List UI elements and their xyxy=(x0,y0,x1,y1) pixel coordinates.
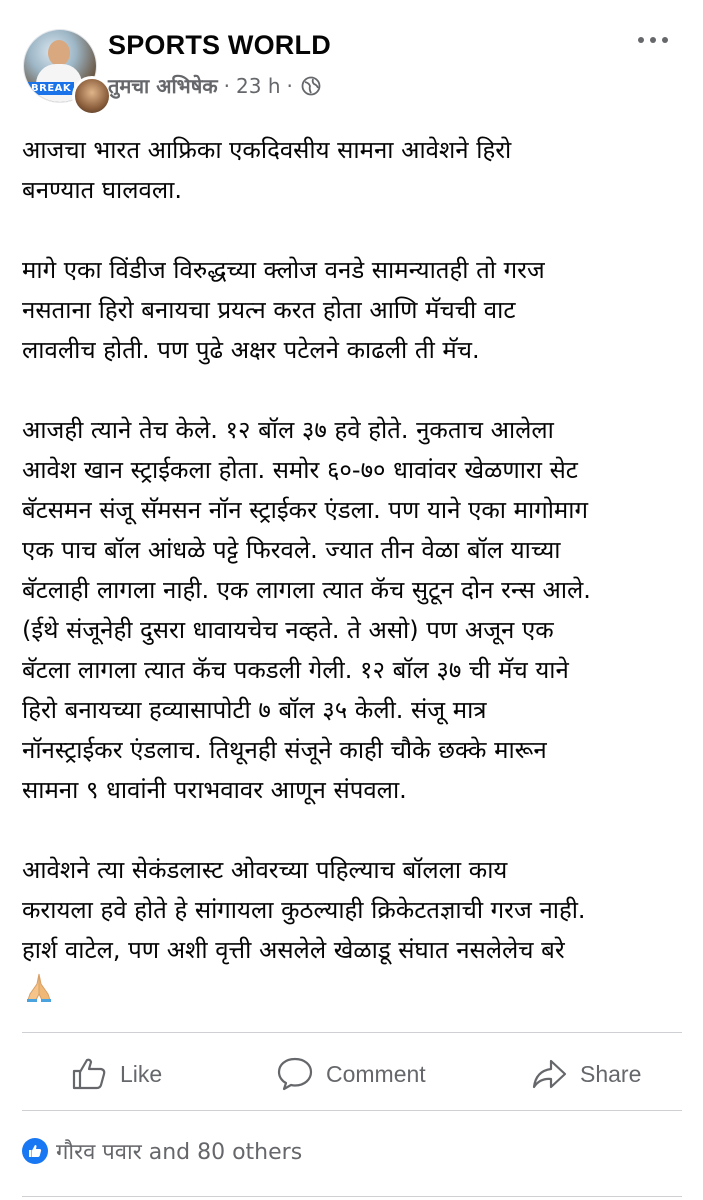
thumbs-up-icon xyxy=(70,1055,108,1093)
globe-icon xyxy=(301,76,321,96)
post-paragraph-2: मागे एका विंडीज विरुद्धच्या क्लोज वनडे सामन्यातही तो गरज नसताना हिरो बनायचा प्रयत्न करत होता आणि मॅचची वाट लावलीच होती. पण पुढे अक्षर पटेलने काढली ती मॅच. xyxy=(22,256,545,364)
post-time[interactable]: 23 h xyxy=(236,73,281,98)
like-label: Like xyxy=(120,1060,163,1087)
bottom-divider xyxy=(22,1196,682,1197)
folded-hands-icon xyxy=(22,970,56,1004)
share-label: Share xyxy=(580,1060,642,1087)
post-paragraph-3: आजही त्याने तेच केले. १२ बॉल ३७ हवे होते. नुकताच आलेला आवेश खान स्ट्राईकला होता. समोर ६०-७० धावांवर खेळणारा सेट बॅटसमन संजू सॅमसन नॉन स्ट्राईकर एंडला. पण याने एका मागोमाग एक पाच बॉल आंधळे पट्टे फिरवले. ज्यात तीन वेळा बॉल याच्या बॅटलाही लागला नाही. एक लागला त्यात कॅच सुटून दोन रन्स आले. (ईथे संजूनेही दुसरा धावायचेच नव्हते. ते असो) पण अजून एक बॅटला लागला त्यात कॅच पकडली गेली. १२ बॉल ३७ ची मॅच याने हिरो बनायच्या हव्यासापोटी ७ बॉल ३५ केली. संजू मात्र नॉनस्ट्राईकर एंडलाच. तिथूनही संजूने काही चौके छक्के मारून सामना ९ धावांनी पराभवावर आणून संपवला. xyxy=(22,416,591,804)
post-body xyxy=(22,130,687,1004)
author-name[interactable]: तुमचा अभिषेक xyxy=(108,74,218,98)
comment-icon xyxy=(276,1055,314,1093)
like-reaction-icon xyxy=(22,1138,48,1164)
post-actions-bar xyxy=(0,1040,703,1110)
page-name[interactable]: SPORTS WORLD xyxy=(108,30,331,60)
post-meta xyxy=(108,72,321,99)
post-paragraph-4: आवेशने त्या सेकंडलास्ट ओवरच्या पहिल्याच बॉलला काय करायला हवे होते हे सांगायला कुठल्याही क्रिकेटतज्ञाची गरज नाही. हार्श वाटेल, पण अशी वृत्ती असलेले खेळाडू संघात नसलेलेच बरे xyxy=(22,856,586,964)
post-paragraph-1: आजचा भारत आफ्रिका एकदिवसीय सामना आवेशने हिरो बनण्यात घालवला. xyxy=(22,136,512,204)
reactions-text: गौरव पवार and 80 others xyxy=(56,1140,303,1165)
actions-bottom-divider xyxy=(22,1110,682,1111)
reactions-summary[interactable] xyxy=(22,1136,302,1166)
avatar-tag: BREAK xyxy=(28,82,74,95)
comment-label: Comment xyxy=(326,1060,426,1087)
actions-top-divider xyxy=(22,1032,682,1033)
more-options-icon[interactable] xyxy=(635,30,671,50)
meta-separator: · xyxy=(223,73,231,98)
author-avatar[interactable] xyxy=(72,76,112,116)
share-icon xyxy=(530,1055,568,1093)
share-button[interactable] xyxy=(530,1054,641,1094)
post-header xyxy=(0,0,703,120)
meta-separator-2: · xyxy=(286,73,293,98)
page-avatar[interactable] xyxy=(24,30,98,104)
comment-button[interactable] xyxy=(276,1054,426,1094)
avatar-face xyxy=(48,40,70,66)
like-button[interactable] xyxy=(70,1054,162,1094)
